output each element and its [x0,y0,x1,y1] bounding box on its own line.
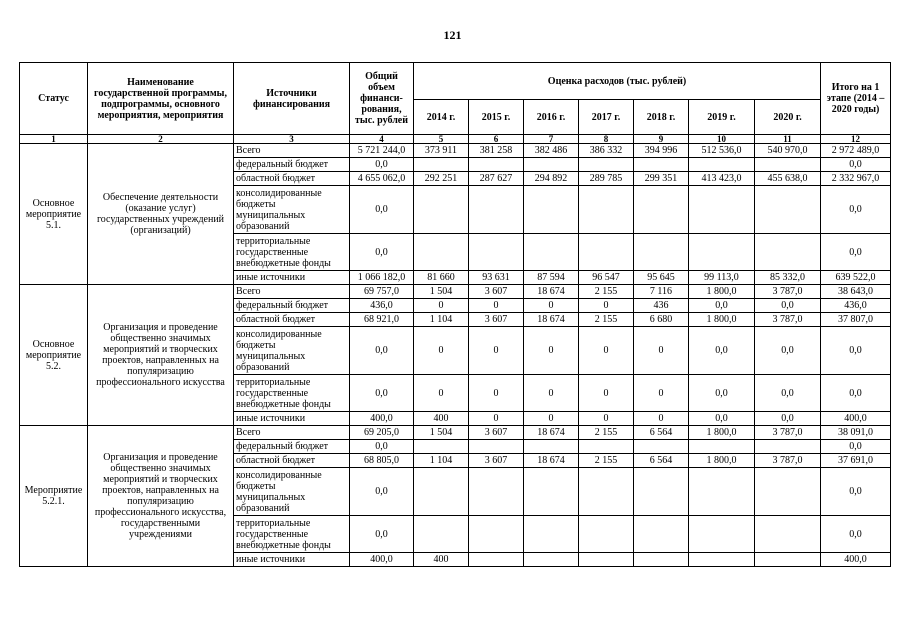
program-name-cell: Организация и проведение общественно значимых мероприятий и творческих проектов, направленных на популяризацию профессионального искусства, государственными учреждениями [88,426,234,567]
column-number: 6 [469,135,524,144]
funding-source-cell: Всего [234,426,350,440]
value-cell: 1 066 182,0 [350,271,414,285]
value-cell [524,158,579,172]
value-cell: 0,0 [821,234,891,271]
value-cell: 0 [524,327,579,375]
value-cell: 0,0 [350,234,414,271]
value-cell: 0,0 [350,516,414,553]
value-cell [579,158,634,172]
value-cell: 381 258 [469,144,524,158]
value-cell: 1 104 [414,313,469,327]
status-cell: Мероприятие 5.2.1. [20,426,88,567]
value-cell: 394 996 [634,144,689,158]
header-year: 2016 г. [524,100,579,135]
value-cell: 0 [414,327,469,375]
value-cell: 1 800,0 [689,285,755,299]
value-cell [689,234,755,271]
column-number: 3 [234,135,350,144]
value-cell: 382 486 [524,144,579,158]
column-number: 4 [350,135,414,144]
value-cell [524,234,579,271]
header-status: Статус [20,63,88,135]
value-cell: 18 674 [524,313,579,327]
value-cell [755,440,821,454]
value-cell: 0 [469,412,524,426]
column-number: 1 [20,135,88,144]
value-cell: 0,0 [821,375,891,412]
value-cell: 3 787,0 [755,426,821,440]
value-cell: 38 643,0 [821,285,891,299]
value-cell [414,234,469,271]
value-cell: 7 116 [634,285,689,299]
value-cell: 0,0 [689,327,755,375]
header-source: Источники финансирования [234,63,350,135]
value-cell: 81 660 [414,271,469,285]
value-cell: 0,0 [689,299,755,313]
value-cell: 287 627 [469,172,524,186]
value-cell: 0 [579,299,634,313]
value-cell: 512 536,0 [689,144,755,158]
value-cell: 0,0 [689,412,755,426]
page-number: 121 [443,28,462,42]
funding-source-cell: иные источники [234,412,350,426]
value-cell: 0,0 [755,299,821,313]
value-cell [634,553,689,567]
value-cell [524,440,579,454]
value-cell [755,234,821,271]
value-cell: 0,0 [821,516,891,553]
value-cell [755,158,821,172]
value-cell: 0,0 [821,440,891,454]
funding-source-cell: иные источники [234,553,350,567]
value-cell: 2 155 [579,454,634,468]
header-total: Общий объем финанси-рования, тыс. рублей [350,63,414,135]
value-cell [634,440,689,454]
value-cell: 85 332,0 [755,271,821,285]
value-cell: 0 [469,327,524,375]
value-cell: 639 522,0 [821,271,891,285]
value-cell: 0,0 [755,327,821,375]
value-cell [634,234,689,271]
header-year: 2019 г. [689,100,755,135]
value-cell: 373 911 [414,144,469,158]
value-cell [469,516,524,553]
value-cell: 0 [524,375,579,412]
funding-source-cell: федеральный бюджет [234,440,350,454]
value-cell: 0,0 [821,186,891,234]
value-cell [755,516,821,553]
value-cell [469,158,524,172]
value-cell [579,234,634,271]
value-cell: 400 [414,412,469,426]
funding-source-cell: Всего [234,144,350,158]
value-cell: 0 [524,299,579,313]
value-cell: 0 [634,327,689,375]
value-cell [414,440,469,454]
funding-source-cell: федеральный бюджет [234,158,350,172]
value-cell: 413 423,0 [689,172,755,186]
value-cell [579,468,634,516]
value-cell: 400,0 [821,553,891,567]
value-cell: 3 787,0 [755,285,821,299]
column-number: 8 [579,135,634,144]
table-row [20,285,891,299]
value-cell [469,468,524,516]
value-cell [755,468,821,516]
value-cell: 1 800,0 [689,313,755,327]
value-cell [689,158,755,172]
funding-source-cell: консолидированные бюджеты муниципальных образований [234,327,350,375]
header-estimate: Оценка расходов (тыс. рублей) [414,63,821,100]
status-cell: Основное мероприятие 5.2. [20,285,88,426]
value-cell [634,468,689,516]
value-cell [469,553,524,567]
value-cell [579,553,634,567]
value-cell: 289 785 [579,172,634,186]
value-cell: 68 805,0 [350,454,414,468]
value-cell: 6 564 [634,426,689,440]
funding-source-cell: территориальные государственные внебюджетные фонды [234,234,350,271]
value-cell: 0,0 [350,468,414,516]
funding-source-cell: федеральный бюджет [234,299,350,313]
value-cell [689,553,755,567]
value-cell: 0,0 [821,468,891,516]
value-cell [689,186,755,234]
value-cell [634,186,689,234]
value-cell: 436,0 [821,299,891,313]
value-cell: 3 607 [469,426,524,440]
value-cell [414,468,469,516]
value-cell: 3 607 [469,285,524,299]
value-cell: 2 155 [579,285,634,299]
funding-source-cell: территориальные государственные внебюджетные фонды [234,516,350,553]
value-cell: 0,0 [350,186,414,234]
value-cell: 1 800,0 [689,426,755,440]
value-cell: 0 [469,375,524,412]
value-cell [579,516,634,553]
value-cell: 0 [579,327,634,375]
value-cell [524,516,579,553]
value-cell: 0,0 [755,375,821,412]
value-cell: 299 351 [634,172,689,186]
header-year: 2014 г. [414,100,469,135]
header-year: 2020 г. [755,100,821,135]
status-cell: Основное мероприятие 5.1. [20,144,88,285]
value-cell [524,186,579,234]
value-cell: 0 [579,412,634,426]
value-cell: 1 104 [414,454,469,468]
value-cell: 87 594 [524,271,579,285]
value-cell: 0 [579,375,634,412]
table-row [20,426,891,440]
value-cell [414,158,469,172]
value-cell: 0,0 [821,327,891,375]
value-cell: 18 674 [524,426,579,440]
program-name-cell: Обеспечение деятельности (оказание услуг) государственных учреждений (организаций) [88,144,234,285]
value-cell [755,186,821,234]
value-cell [414,186,469,234]
value-cell [469,440,524,454]
header-year: 2017 г. [579,100,634,135]
column-number: 11 [755,135,821,144]
value-cell [524,553,579,567]
program-name-cell: Организация и проведение общественно значимых мероприятий и творческих проектов, направленных на популяризацию профессионального искусства [88,285,234,426]
value-cell [634,158,689,172]
value-cell: 3 607 [469,313,524,327]
value-cell [469,186,524,234]
value-cell [755,553,821,567]
value-cell: 400,0 [350,553,414,567]
value-cell: 96 547 [579,271,634,285]
header-stage-total: Итого на 1 этапе (2014 – 2020 годы) [821,63,891,135]
value-cell [579,186,634,234]
value-cell: 455 638,0 [755,172,821,186]
table-row [20,144,891,158]
value-cell [634,516,689,553]
column-number: 12 [821,135,891,144]
funding-source-cell: иные источники [234,271,350,285]
value-cell: 3 607 [469,454,524,468]
value-cell: 436 [634,299,689,313]
value-cell: 1 800,0 [689,454,755,468]
value-cell: 0 [634,375,689,412]
value-cell [579,440,634,454]
value-cell: 0,0 [821,158,891,172]
column-number: 5 [414,135,469,144]
value-cell: 292 251 [414,172,469,186]
funding-source-cell: консолидированные бюджеты муниципальных образований [234,186,350,234]
value-cell: 1 504 [414,426,469,440]
value-cell: 436,0 [350,299,414,313]
value-cell: 95 645 [634,271,689,285]
value-cell: 0,0 [689,375,755,412]
funding-source-cell: областной бюджет [234,172,350,186]
value-cell: 400,0 [350,412,414,426]
value-cell [689,468,755,516]
value-cell [689,440,755,454]
value-cell: 0 [524,412,579,426]
value-cell: 294 892 [524,172,579,186]
value-cell: 18 674 [524,454,579,468]
value-cell: 93 631 [469,271,524,285]
budget-table [19,62,891,567]
value-cell: 37 807,0 [821,313,891,327]
value-cell: 0 [634,412,689,426]
column-number: 7 [524,135,579,144]
value-cell: 0,0 [350,375,414,412]
value-cell [469,234,524,271]
value-cell: 0,0 [350,158,414,172]
value-cell: 2 155 [579,426,634,440]
value-cell: 3 787,0 [755,454,821,468]
value-cell: 38 091,0 [821,426,891,440]
funding-source-cell: территориальные государственные внебюджетные фонды [234,375,350,412]
value-cell: 5 721 244,0 [350,144,414,158]
column-number: 10 [689,135,755,144]
value-cell: 0,0 [755,412,821,426]
value-cell: 99 113,0 [689,271,755,285]
value-cell: 69 757,0 [350,285,414,299]
value-cell: 540 970,0 [755,144,821,158]
column-number: 9 [634,135,689,144]
header-year: 2018 г. [634,100,689,135]
value-cell: 1 504 [414,285,469,299]
funding-source-cell: Всего [234,285,350,299]
value-cell: 0,0 [350,327,414,375]
header-name: Наименование государственной программы, подпрограммы, основного мероприятия, мероприятия [88,63,234,135]
value-cell: 3 787,0 [755,313,821,327]
value-cell: 386 332 [579,144,634,158]
value-cell: 6 564 [634,454,689,468]
value-cell [414,516,469,553]
value-cell: 18 674 [524,285,579,299]
value-cell: 2 972 489,0 [821,144,891,158]
value-cell [524,468,579,516]
value-cell: 400,0 [821,412,891,426]
header-year: 2015 г. [469,100,524,135]
value-cell: 37 691,0 [821,454,891,468]
column-number: 2 [88,135,234,144]
value-cell: 0 [469,299,524,313]
funding-source-cell: областной бюджет [234,454,350,468]
value-cell: 0,0 [350,440,414,454]
value-cell: 6 680 [634,313,689,327]
value-cell: 0 [414,299,469,313]
value-cell [689,516,755,553]
value-cell: 69 205,0 [350,426,414,440]
value-cell: 4 655 062,0 [350,172,414,186]
value-cell: 0 [414,375,469,412]
value-cell: 400 [414,553,469,567]
funding-source-cell: консолидированные бюджеты муниципальных образований [234,468,350,516]
value-cell: 68 921,0 [350,313,414,327]
funding-source-cell: областной бюджет [234,313,350,327]
value-cell: 2 155 [579,313,634,327]
value-cell: 2 332 967,0 [821,172,891,186]
